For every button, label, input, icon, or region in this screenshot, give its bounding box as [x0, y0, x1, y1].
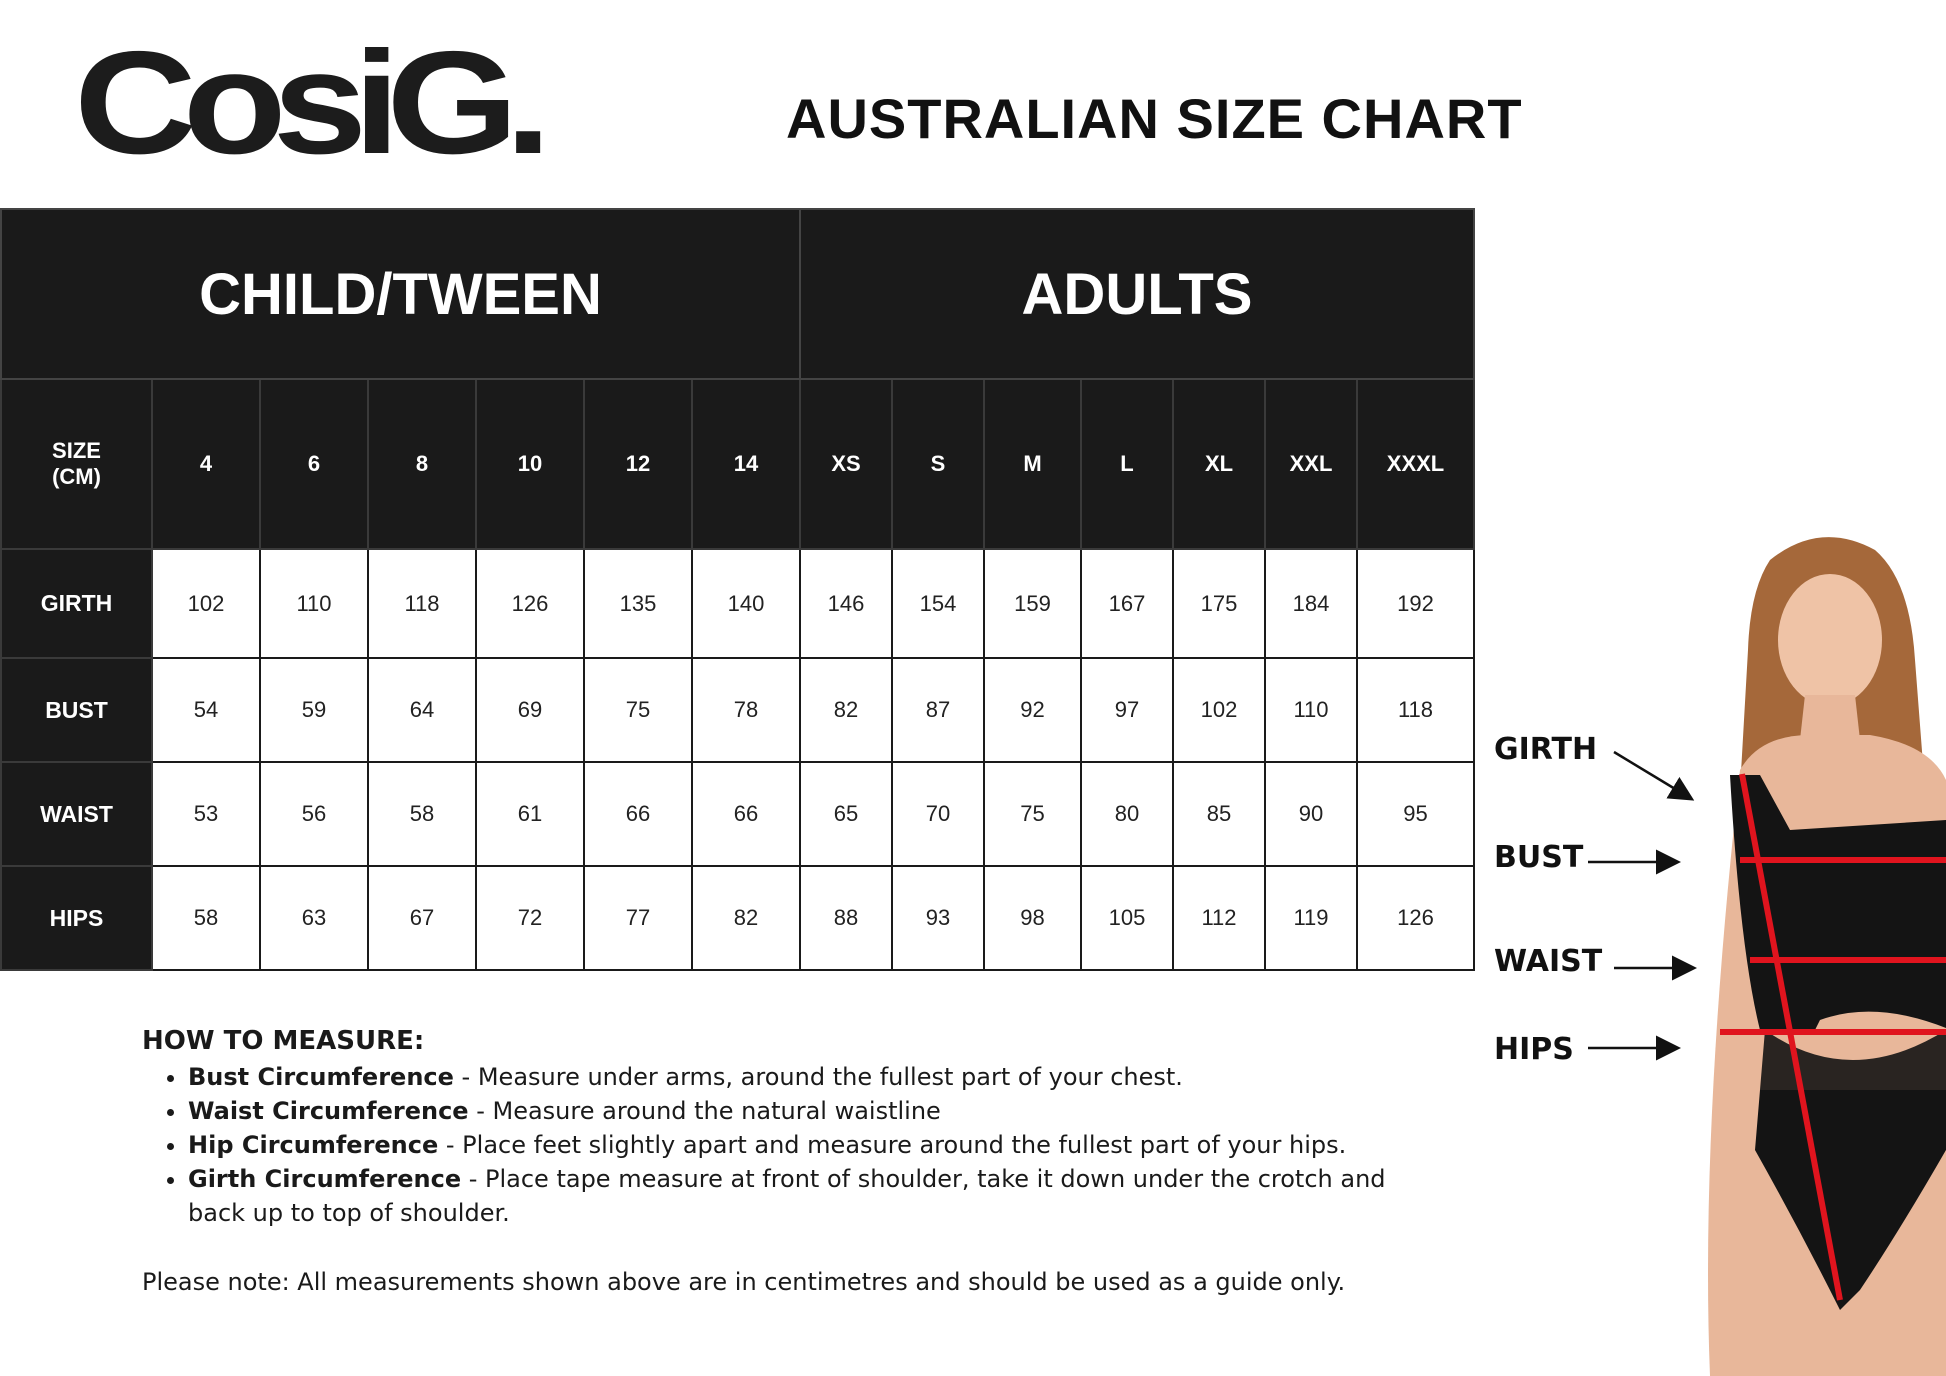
- diagram-label-hips: HIPS: [1494, 1032, 1574, 1067]
- guide-note: Please note: All measurements shown above are in centimetres and should be used as a guide only.: [142, 1268, 1346, 1296]
- table-cell: 98: [984, 866, 1081, 970]
- table-cell: 126: [1357, 866, 1474, 970]
- row-label: BUST: [1, 658, 152, 762]
- size-header: 12: [584, 379, 692, 549]
- table-cell: 58: [368, 762, 476, 866]
- size-header: M: [984, 379, 1081, 549]
- group-child-tween: CHILD/TWEEN: [1, 209, 800, 379]
- neck-shape: [1800, 695, 1860, 740]
- table-cell: 126: [476, 549, 584, 658]
- table-cell: 69: [476, 658, 584, 762]
- table-cell: 72: [476, 866, 584, 970]
- size-table: [0, 208, 1475, 971]
- table-cell: 90: [1265, 762, 1357, 866]
- size-header: 4: [152, 379, 260, 549]
- size-header: L: [1081, 379, 1173, 549]
- size-header-label: SIZE (CM): [1, 379, 152, 549]
- table-cell: 87: [892, 658, 984, 762]
- table-cell: 85: [1173, 762, 1265, 866]
- table-cell: 119: [1265, 866, 1357, 970]
- size-header: XXL: [1265, 379, 1357, 549]
- size-header: XS: [800, 379, 892, 549]
- table-cell: 63: [260, 866, 368, 970]
- table-cell: 192: [1357, 549, 1474, 658]
- brand-logo: CosiG.: [74, 21, 538, 185]
- row-label: HIPS: [1, 866, 152, 970]
- table-cell: 184: [1265, 549, 1357, 658]
- table-cell: 64: [368, 658, 476, 762]
- table-cell: 140: [692, 549, 800, 658]
- table-cell: 67: [368, 866, 476, 970]
- row-label: GIRTH: [1, 549, 152, 658]
- table-cell: 93: [892, 866, 984, 970]
- table-cell: 92: [984, 658, 1081, 762]
- table-cell: 102: [1173, 658, 1265, 762]
- table-row-bust: [1, 658, 1474, 762]
- model-figure: [1700, 530, 1946, 1376]
- table-cell: 75: [584, 658, 692, 762]
- table-cell: 88: [800, 866, 892, 970]
- table-cell: 154: [892, 549, 984, 658]
- size-header: 6: [260, 379, 368, 549]
- how-to-title: HOW TO MEASURE:: [142, 1026, 425, 1056]
- table-cell: 75: [984, 762, 1081, 866]
- how-to-measure: [142, 1026, 1442, 1230]
- table-cell: 66: [584, 762, 692, 866]
- table-cell: 159: [984, 549, 1081, 658]
- table-cell: 54: [152, 658, 260, 762]
- table-cell: 58: [152, 866, 260, 970]
- diagram-arrows: [1580, 730, 1700, 1070]
- list-item: • Bust Circumference - Measure under arms, around the fullest part of your chest.: [188, 1060, 1442, 1094]
- table-row-waist: [1, 762, 1474, 866]
- table-cell: 80: [1081, 762, 1173, 866]
- table-row-girth: [1, 549, 1474, 658]
- table-cell: 110: [260, 549, 368, 658]
- table-cell: 105: [1081, 866, 1173, 970]
- table-cell: 56: [260, 762, 368, 866]
- table-cell: 112: [1173, 866, 1265, 970]
- diagram-label-girth: GIRTH: [1494, 732, 1598, 767]
- table-row-hips: [1, 866, 1474, 970]
- table-cell: 135: [584, 549, 692, 658]
- size-header: 14: [692, 379, 800, 549]
- size-header: XXXL: [1357, 379, 1474, 549]
- table-cell: 118: [1357, 658, 1474, 762]
- group-adults: ADULTS: [800, 209, 1474, 379]
- table-cell: 146: [800, 549, 892, 658]
- list-item: • Girth Circumference - Place tape measure at front of shoulder, take it down under the crotch and back up to top of shoulder.: [188, 1162, 1442, 1230]
- table-cell: 95: [1357, 762, 1474, 866]
- list-item: • Waist Circumference - Measure around the natural waistline: [188, 1094, 1442, 1128]
- table-cell: 61: [476, 762, 584, 866]
- table-cell: 65: [800, 762, 892, 866]
- measure-list: [142, 1060, 1442, 1230]
- table-cell: 70: [892, 762, 984, 866]
- diagram-label-bust: BUST: [1494, 840, 1584, 875]
- page-title: AUSTRALIAN SIZE CHART: [786, 87, 1523, 150]
- table-cell: 77: [584, 866, 692, 970]
- table-cell: 66: [692, 762, 800, 866]
- face-shape: [1778, 574, 1882, 706]
- table-cell: 102: [152, 549, 260, 658]
- table-cell: 167: [1081, 549, 1173, 658]
- table-cell: 59: [260, 658, 368, 762]
- size-header-row: [1, 379, 1474, 549]
- size-header: 8: [368, 379, 476, 549]
- diagram-label-waist: WAIST: [1494, 944, 1603, 979]
- size-header: 10: [476, 379, 584, 549]
- table-cell: 97: [1081, 658, 1173, 762]
- table-cell: 82: [692, 866, 800, 970]
- list-item: • Hip Circumference - Place feet slightly apart and measure around the fullest part of your hips.: [188, 1128, 1442, 1162]
- row-label: WAIST: [1, 762, 152, 866]
- table-cell: 53: [152, 762, 260, 866]
- table-cell: 118: [368, 549, 476, 658]
- size-header: XL: [1173, 379, 1265, 549]
- table-cell: 175: [1173, 549, 1265, 658]
- table-cell: 82: [800, 658, 892, 762]
- arrow-girth: [1614, 752, 1690, 798]
- table-cell: 78: [692, 658, 800, 762]
- size-header: S: [892, 379, 984, 549]
- table-cell: 110: [1265, 658, 1357, 762]
